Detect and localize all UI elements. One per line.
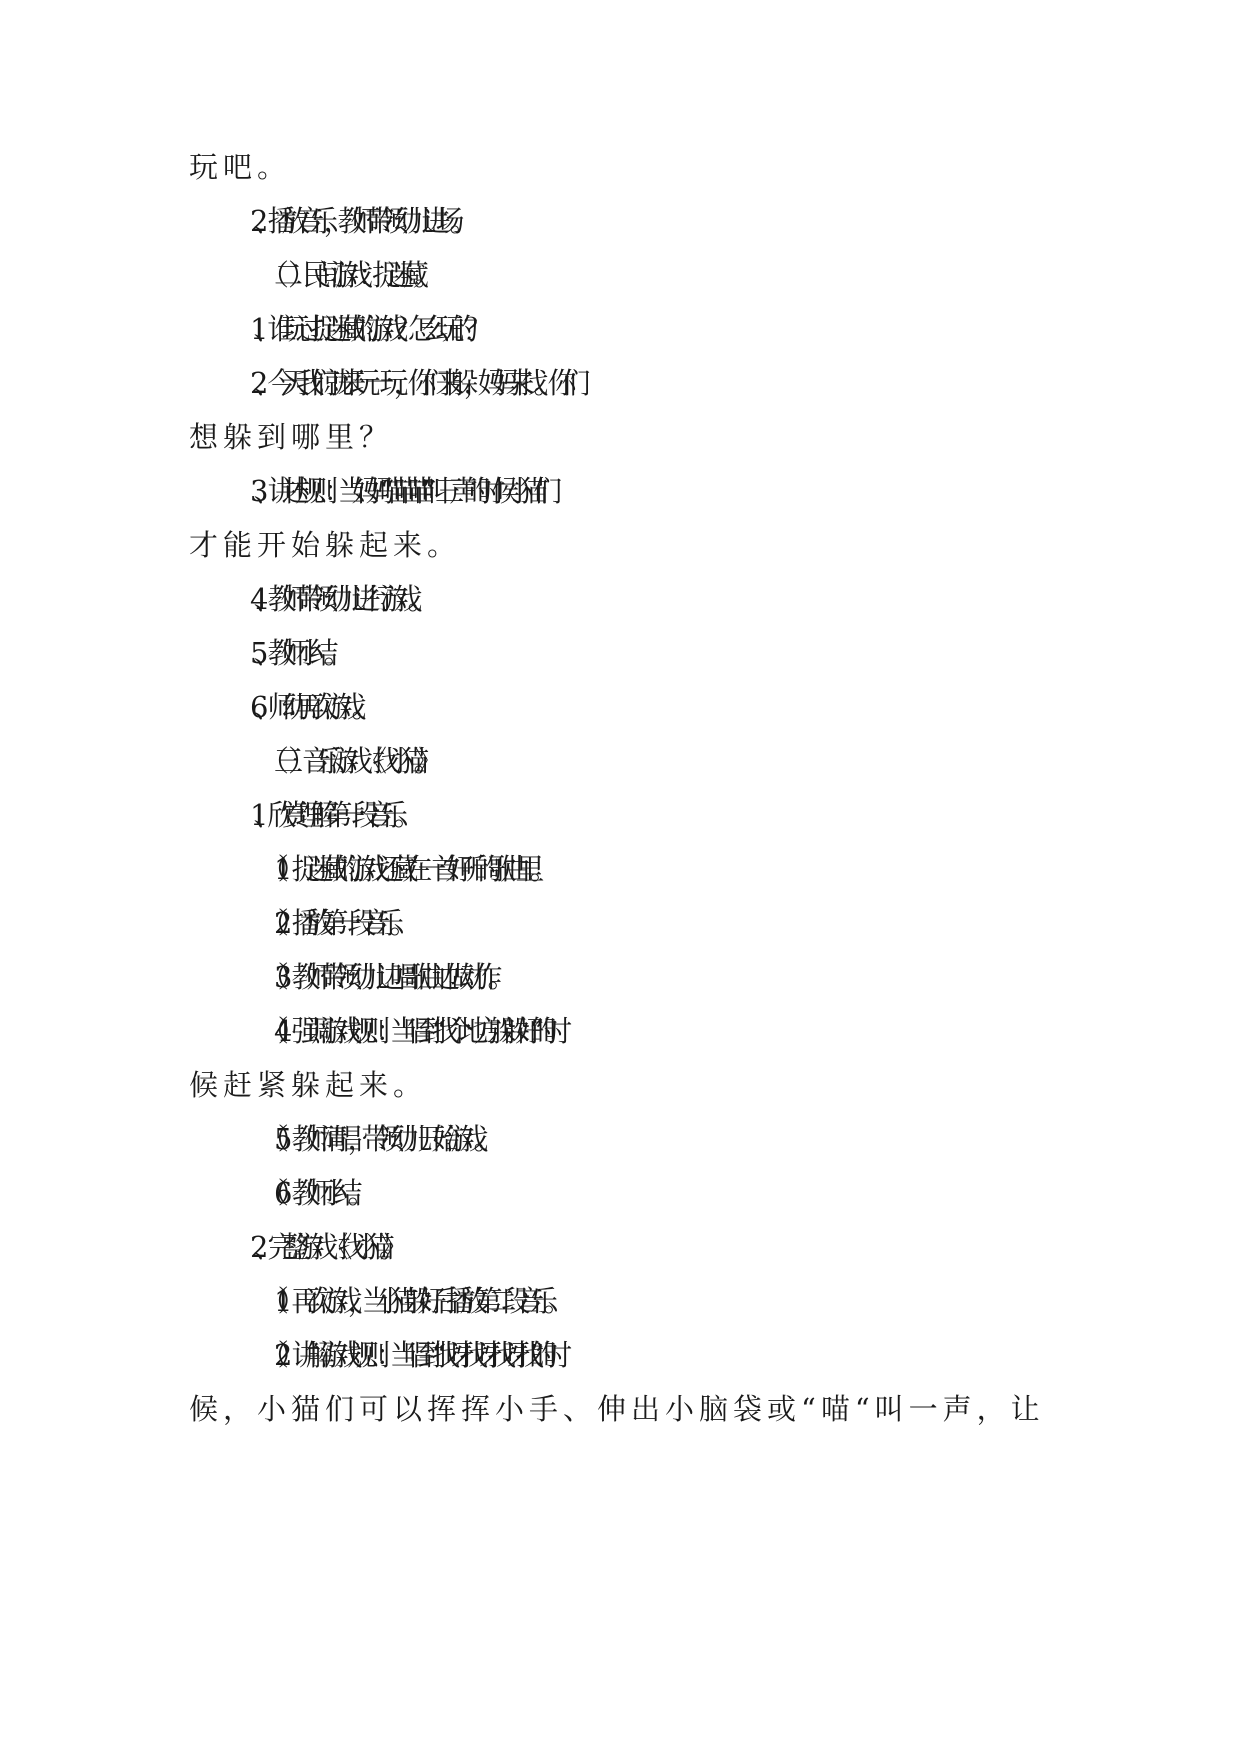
- text-line: （2）讲解游戏规则：当唱到“找呀找呀找呀找”的时: [260, 1338, 558, 1372]
- section-heading: （三）音乐游戏《找小猫》。: [260, 744, 428, 778]
- text-line: 2、今天我们就来玩一玩，你们来躲，妈妈来找。你们: [250, 366, 576, 400]
- text-line: （1）再次游戏，当小猫躲好后播放第二段音乐。: [260, 1284, 558, 1318]
- text-line: 候赶紧躲起来。: [189, 1068, 428, 1102]
- text-line: 2、播放音乐，教师带领幼儿进场。: [250, 204, 464, 238]
- text-line: 3、讲述规则：当妈妈“喵喵喵”叫三声的时候小猫们: [250, 474, 548, 508]
- text-line: （6）教师小结。: [260, 1176, 362, 1210]
- text-line: 4、教师带领幼儿进行游戏。: [250, 582, 422, 616]
- text-line: 才能开始躲起来。: [189, 528, 462, 562]
- text-line: 2、完整游戏《找小猫》。: [250, 1230, 393, 1264]
- text-line: 6、师幼再次游戏。: [250, 690, 366, 724]
- text-line: （3）教师带领幼儿边唱歌曲边做动作。: [260, 960, 502, 994]
- text-line: 1、欣赏理解第一段音乐。: [250, 798, 408, 832]
- text-line: （4）强调游戏规则：当唱到“找个地方躲躲好”的时: [260, 1014, 558, 1048]
- text-line: （5）教师清唱，带领幼儿开始游戏。: [260, 1122, 488, 1156]
- text-line: 5、教师小结。: [250, 636, 338, 670]
- text-line: 想躲到哪里？: [189, 420, 394, 454]
- section-heading: （二）民间游戏：捉迷藏。: [260, 258, 429, 292]
- text-line: 候，小猫们可以挥挥小手、伸出小脑袋或“喵“叫一声，让: [189, 1392, 1045, 1426]
- text-line: 1、谁玩过捉迷藏的游戏？怎么玩的？: [250, 312, 478, 346]
- text-line: 玩吧。: [189, 150, 292, 184]
- text-line: （2）播放第一段音乐。: [260, 906, 404, 940]
- text-line: （1）捉迷藏的游戏还藏在一首好听的歌曲里。: [260, 852, 544, 886]
